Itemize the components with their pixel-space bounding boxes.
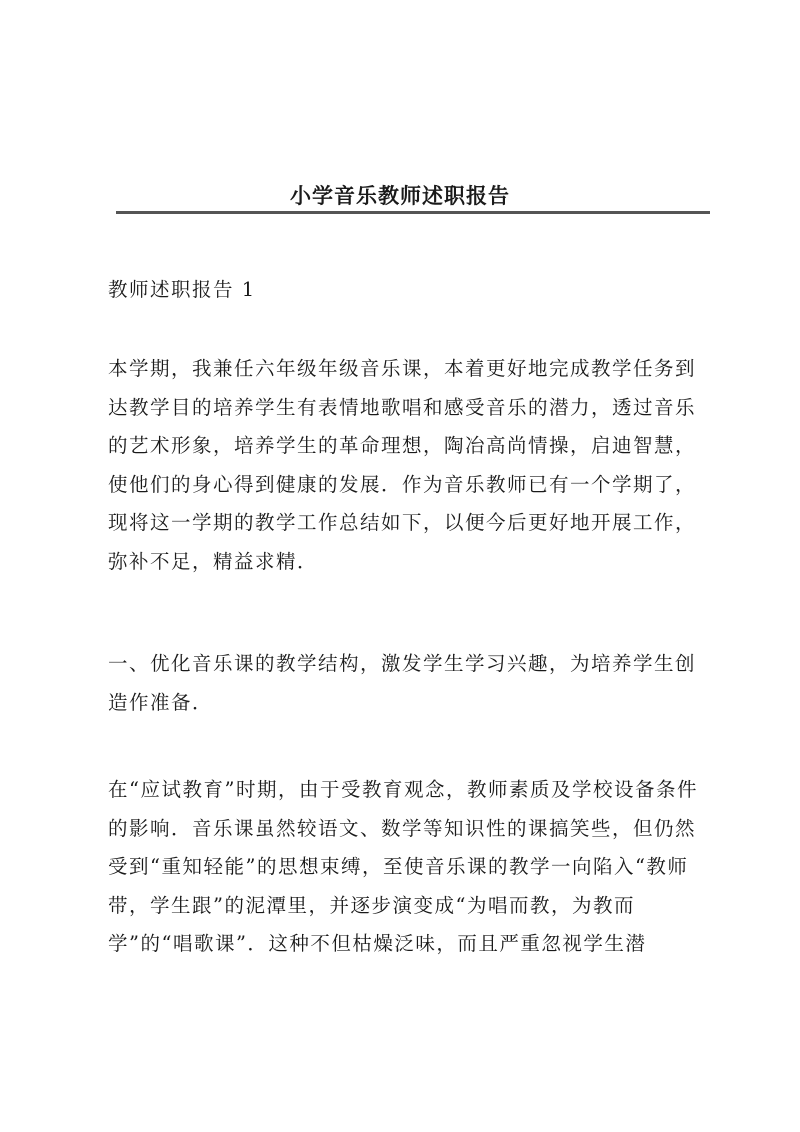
title-underline (116, 211, 710, 214)
document-title: 小学音乐教师述职报告 (290, 184, 510, 209)
paragraph-intro: 本学期，我兼任六年级年级音乐课，本着更好地完成教学任务到达教学目的培养学生有表情地歌唱和感受音乐的潜力，透过音乐的艺术形象，培养学生的革命理想，陶冶高尚情操，启迪智慧，使他们的身心得到健康的发展．作为音乐教师已有一个学期了，现将这一学期的教学工作总结如下，以便今后更好地开展工作，弥补不足，精益求精． (108, 357, 697, 573)
paragraph-exam-education: 在“应试教育”时期，由于受教育观念，教师素质及学校设备条件的影响．音乐课虽然较语文、数学等知识性的课搞笑些，但仍然受到“重知轻能”的思想束缚，至使音乐课的教学一向陷入“教师带，学生跟”的泥潭里，并逐步演变成“为唱而教，为教而学”的“唱歌课”．这种不但枯燥泛味，而且严重忽视学生潜 (108, 778, 698, 955)
section-heading: 教师述职报告 1 (108, 278, 256, 301)
paragraph-section-one-heading: 一、优化音乐课的教学结构，激发学生学习兴趣，为培养学生创造作准备． (108, 652, 697, 714)
